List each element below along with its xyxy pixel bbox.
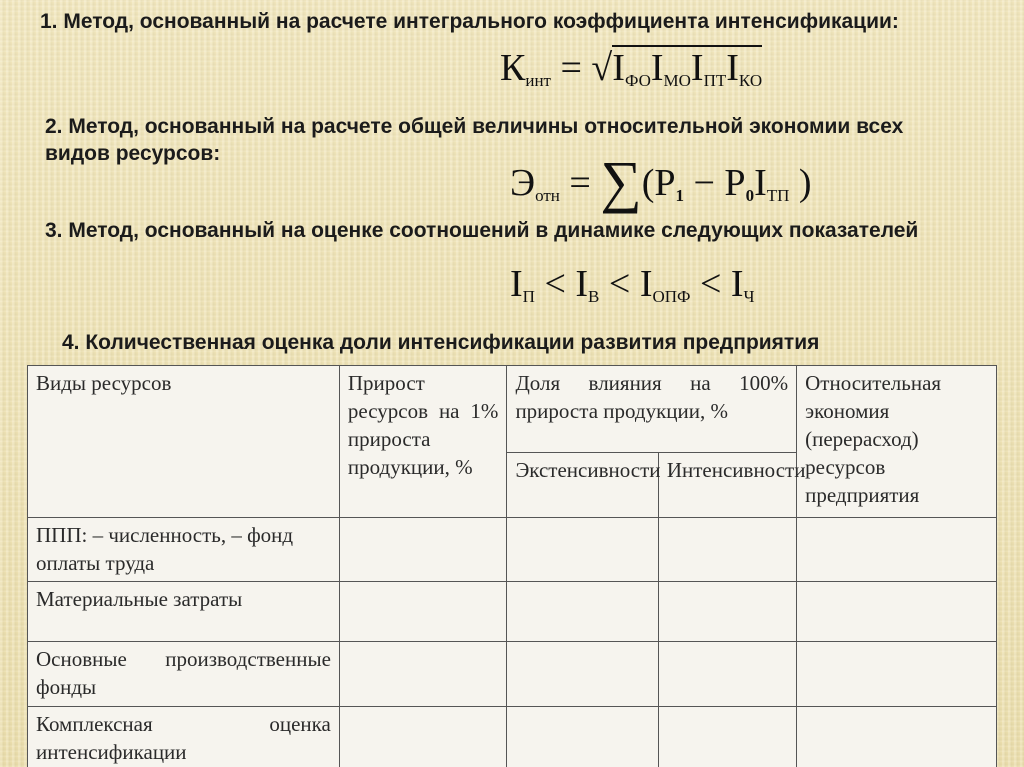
table-cell xyxy=(507,642,658,707)
table-cell xyxy=(658,518,796,582)
table-cell xyxy=(797,582,997,642)
sigma-icon: ∑ xyxy=(600,149,642,214)
formula-relative-economy: $Э_{отн} = \sum(Р_1 - Р_0I_{ТП}$ ) xyxy=(510,149,812,214)
table-cell xyxy=(658,582,796,642)
intensification-table xyxy=(27,365,997,767)
formula1-lhs-sub: инт xyxy=(525,71,551,90)
row-label-staff: ППП: – численность, – фонд оплаты труда xyxy=(28,518,340,582)
table-cell xyxy=(658,642,796,707)
heading-method-3: 3. Метод, основанный на оценке соотношений в динамике следующих показателей xyxy=(45,219,919,242)
table-cell xyxy=(797,642,997,707)
heading-method-2: 2. Метод, основанный на расчете общей величины относительной экономии всех видов ресурсов: xyxy=(45,115,904,165)
table-cell xyxy=(507,707,658,767)
table-cell xyxy=(797,707,997,767)
row-label-complex: Комплексная оценка интенсификации xyxy=(28,707,340,767)
formula1-eq: = xyxy=(560,47,582,89)
formula1-radicand: $I_{ФО}I_{МО}I_{ПТ}I_{КО}$ xyxy=(612,47,763,90)
header-influence-share: Доля влияния на 100% прироста продукции, % xyxy=(507,366,797,453)
table-cell xyxy=(339,582,507,642)
table-cell xyxy=(339,642,507,707)
row-label-material: Материальные затраты xyxy=(28,582,340,642)
header-relative-economy: Относительная экономия (перерасход) ресурсов предприятия xyxy=(797,366,997,518)
header-intensive: Интенсивности xyxy=(658,453,796,518)
formula2-lhs: Э xyxy=(510,162,536,204)
formula-index-ratio: $I_П < I_В < I_{ОПФ} < I_Ч$ xyxy=(510,263,755,306)
formula1-lhs: К xyxy=(500,47,526,89)
sqrt-icon: √ xyxy=(591,47,613,89)
header-extensive: Экстенсивности xyxy=(507,453,658,518)
table-cell xyxy=(507,582,658,642)
header-resource-types: Виды ресурсов xyxy=(28,366,340,518)
table-cell xyxy=(797,518,997,582)
table-cell xyxy=(339,707,507,767)
table-cell xyxy=(658,707,796,767)
heading-method-4: 4. Количественная оценка доли интенсификации развития предприятия xyxy=(62,331,820,354)
row-label-fixed-assets: Основные производственные фонды xyxy=(28,642,340,707)
table-cell xyxy=(507,518,658,582)
heading-method-1: 1. Метод, основанный на расчете интегрального коэффициента интенсификации: xyxy=(40,10,899,33)
table-cell xyxy=(339,518,507,582)
formula2-eq: = xyxy=(569,162,591,204)
formula-integral-coefficient xyxy=(500,48,762,101)
formula2-lhs-sub: отн xyxy=(535,186,560,205)
header-resource-growth: Прирост ресурсов на 1% прироста продукции, % xyxy=(339,366,507,518)
